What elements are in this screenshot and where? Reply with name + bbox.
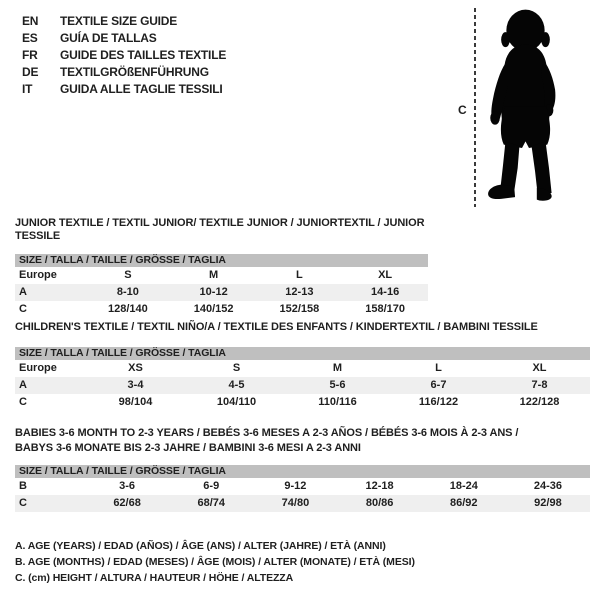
height-cell: 110/116 — [318, 396, 357, 408]
toddler-silhouette-icon — [482, 8, 569, 208]
months-cell: 24-36 — [533, 480, 563, 492]
size-header-bar: SIZE / TALLA / TAILLE / GRÖSSE / TAGLIA — [15, 254, 428, 267]
height-cell: 86/92 — [450, 497, 478, 509]
size-cell: XL — [532, 362, 547, 374]
language-row-it — [22, 81, 226, 98]
size-cell: M — [332, 362, 343, 374]
legend-notes — [15, 538, 415, 586]
language-code: IT — [22, 82, 33, 96]
guide-title: GUIDA ALLE TAGLIE TESSILI — [60, 82, 223, 96]
height-cell: 80/86 — [365, 497, 394, 509]
table-row-months — [15, 478, 590, 495]
age-cell: 8-10 — [116, 286, 139, 298]
children-size-table — [15, 347, 590, 411]
guide-title: TEXTILGRÖßENFÜHRUNG — [60, 65, 209, 79]
table-row-height — [15, 394, 590, 411]
children-textile-section — [15, 321, 590, 411]
section-heading-line2: BABYS 3-6 MONATE BIS 2-3 JAHRE / BAMBINI 3-6 MESI A 2-3 ANNI — [15, 442, 361, 454]
babies-textile-section — [15, 426, 590, 512]
junior-textile-section — [15, 217, 428, 318]
junior-size-table — [15, 254, 428, 318]
row-label: C — [19, 303, 27, 315]
size-cell: L — [296, 269, 303, 281]
row-label: B — [19, 480, 27, 492]
months-cell: 12-18 — [365, 480, 394, 492]
language-row-de — [22, 64, 226, 81]
language-code: DE — [22, 65, 39, 79]
age-cell: 4-5 — [228, 379, 245, 391]
height-measure-label: C — [458, 103, 467, 117]
table-row-age — [15, 377, 590, 394]
height-cell: 92/98 — [534, 497, 562, 509]
size-header-bar: SIZE / TALLA / TAILLE / GRÖSSE / TAGLIA — [15, 347, 590, 360]
size-cell: S — [124, 269, 132, 281]
note-age-years: A. AGE (YEARS) / EDAD (AÑOS) / ÂGE (ANS) / ALTER (JAHRE) / ETÀ (ANNI) — [15, 540, 386, 552]
language-title-list — [22, 13, 226, 98]
size-cell: XL — [378, 269, 393, 281]
row-label: A — [19, 286, 27, 298]
size-header-bar: SIZE / TALLA / TAILLE / GRÖSSE / TAGLIA — [15, 465, 590, 478]
months-cell: 9-12 — [284, 480, 307, 492]
age-cell: 5-6 — [329, 379, 346, 391]
row-label: Europe — [19, 362, 57, 374]
size-cell: L — [435, 362, 442, 374]
age-cell: 14-16 — [371, 286, 400, 298]
language-row-es — [22, 30, 226, 47]
age-cell: 12-13 — [285, 286, 314, 298]
table-row-europe — [15, 267, 428, 284]
months-cell: 18-24 — [449, 480, 478, 492]
language-code: EN — [22, 14, 39, 28]
language-code: ES — [22, 31, 38, 45]
height-cell: 98/104 — [118, 396, 153, 408]
height-cell: 104/110 — [216, 396, 257, 408]
guide-title: GUIDE DES TAILLES TEXTILE — [60, 48, 227, 62]
height-cell: 152/158 — [279, 303, 320, 315]
height-cell: 68/74 — [197, 497, 226, 509]
height-cell: 158/170 — [365, 303, 405, 315]
note-age-months: B. AGE (MONTHS) / EDAD (MESES) / ÂGE (MOIS) / ALTER (MONATE) / ETÀ (MESI) — [15, 556, 415, 568]
height-cell: 74/80 — [281, 497, 310, 509]
guide-title: TEXTILE SIZE GUIDE — [60, 14, 178, 28]
height-measure-dashed-line — [474, 8, 476, 207]
language-code: FR — [22, 48, 38, 62]
size-cell: XS — [128, 362, 143, 374]
note-height-cm: C. (cm) HEIGHT / ALTURA / HAUTEUR / HÖHE / ALTEZZA — [15, 572, 294, 584]
language-row-fr — [22, 47, 226, 64]
age-cell: 3-4 — [127, 379, 144, 391]
months-cell: 3-6 — [119, 480, 136, 492]
height-cell: 116/122 — [418, 396, 459, 408]
section-heading: CHILDREN'S TEXTILE / TEXTIL NIÑO/A / TEXTILE DES ENFANTS / KINDERTEXTIL / BAMBINI TESSILE — [15, 321, 538, 333]
table-row-height — [15, 301, 428, 318]
section-heading: JUNIOR TEXTILE / TEXTIL JUNIOR/ TEXTILE JUNIOR / JUNIORTEXTIL / JUNIOR TESSILE — [15, 217, 425, 242]
height-cell: 62/68 — [113, 497, 141, 509]
row-label: C — [19, 497, 27, 509]
guide-title: GUÍA DE TALLAS — [60, 31, 157, 45]
row-label: Europe — [19, 269, 57, 281]
age-cell: 10-12 — [199, 286, 228, 298]
table-row-height — [15, 495, 590, 512]
table-row-age — [15, 284, 428, 301]
babies-size-table — [15, 465, 590, 512]
age-cell: 7-8 — [531, 379, 548, 391]
height-cell: 122/128 — [519, 396, 560, 408]
size-cell: S — [232, 362, 241, 374]
age-cell: 6-7 — [430, 379, 447, 391]
section-heading-line1: BABIES 3-6 MONTH TO 2-3 YEARS / BEBÉS 3-6 MESES A 2-3 AÑOS / BÉBÉS 3-6 MOIS À 2-3 ANS / — [15, 427, 519, 439]
row-label: C — [19, 396, 27, 408]
row-label: A — [19, 379, 27, 391]
months-cell: 6-9 — [203, 480, 220, 492]
table-row-europe — [15, 360, 590, 377]
language-row-en — [22, 13, 226, 30]
size-cell: M — [209, 269, 219, 281]
section-heading — [15, 426, 590, 456]
height-cell: 140/152 — [193, 303, 234, 315]
height-cell: 128/140 — [107, 303, 148, 315]
